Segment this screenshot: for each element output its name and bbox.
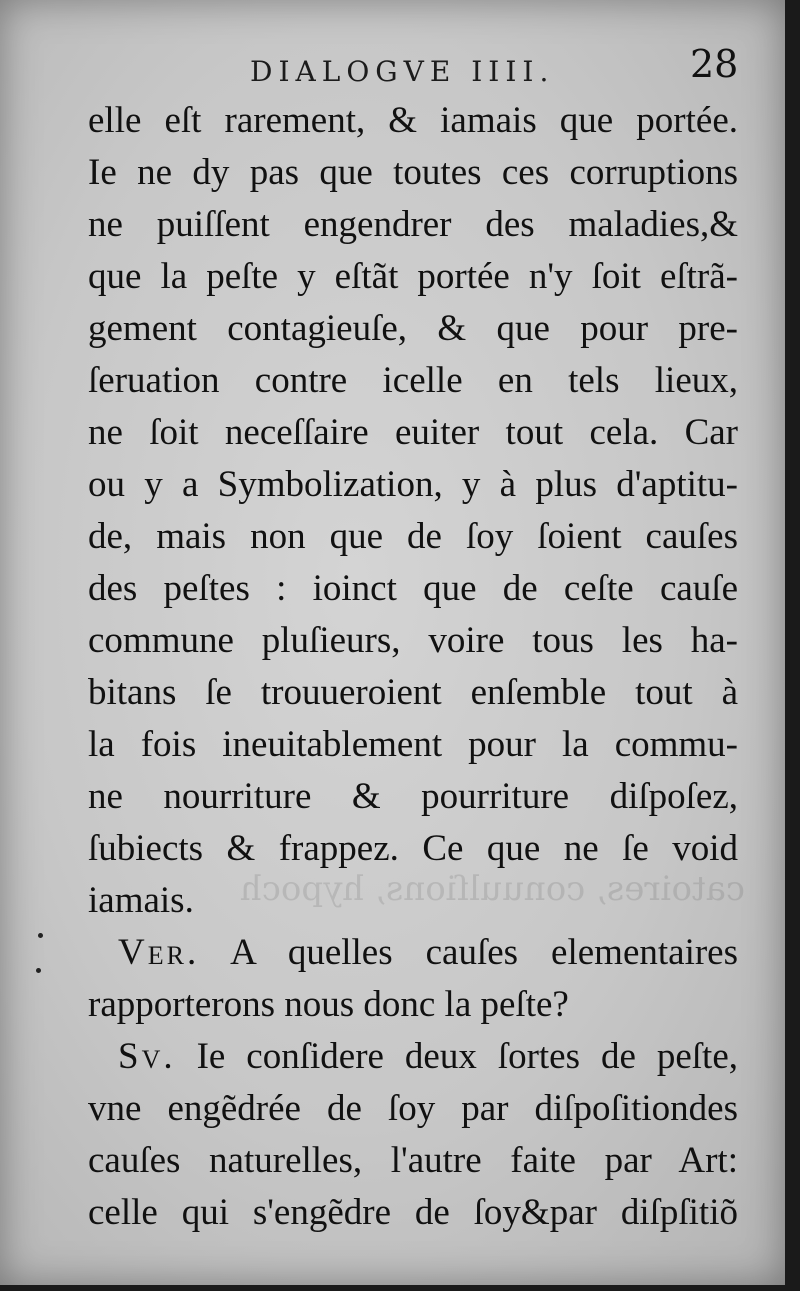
speaker-label: Sv. — [118, 1036, 176, 1077]
line-text: ſubiects & frappez. Ce que ne ſe void — [88, 828, 738, 869]
text-line — [88, 771, 738, 823]
line-text: vne engẽdrée de ſoy par diſpoſitiondes — [88, 1088, 738, 1129]
text-line — [88, 303, 738, 355]
line-text: des peſtes : ioinct que de ceſte cauſe — [88, 568, 738, 609]
line-text: ne puiſſent engendrer des maladies,& — [88, 204, 738, 245]
text-line — [88, 511, 738, 563]
line-text: Ie conſidere deux ſortes de peſte, — [175, 1036, 738, 1077]
text-line — [88, 459, 738, 511]
page-number: 28 — [690, 42, 739, 86]
text-line — [88, 823, 738, 875]
line-text: de, mais non que de ſoy ſoient cauſes — [88, 516, 738, 557]
speaker-label: Ver. — [118, 932, 200, 973]
line-text: A quelles cauſes elementaires — [199, 932, 738, 973]
text-line — [88, 667, 738, 719]
bleed-through-text: catoires, conuulſions, hypoch — [239, 869, 745, 909]
line-text: iamais. — [88, 880, 194, 921]
text-line — [88, 979, 738, 1031]
line-text: que la peſte y eſtãt portée n'y ſoit eſtrã- — [88, 256, 738, 297]
text-line — [88, 147, 738, 199]
line-text: Ie ne dy pas que toutes ces corruptions — [88, 152, 738, 193]
text-line — [88, 95, 738, 147]
body-text — [88, 95, 738, 1239]
line-text: gement contagieuſe, & que pour pre- — [88, 308, 738, 349]
margin-dot — [38, 933, 43, 938]
text-line — [88, 199, 738, 251]
running-head: DIALOGVE IIII. — [250, 55, 555, 88]
line-text: ou y a Symbolization, y à plus d'aptitu- — [88, 464, 738, 505]
line-text: la fois ineuitablement pour la commu- — [88, 724, 738, 765]
text-line — [88, 927, 738, 979]
text-line — [88, 407, 738, 459]
text-line — [88, 719, 738, 771]
text-line — [88, 1031, 738, 1083]
margin-dot — [36, 968, 41, 973]
text-line — [88, 875, 738, 927]
text-line — [88, 563, 738, 615]
line-text: celle qui s'engẽdre de ſoy&par diſpſitiõ — [88, 1192, 738, 1233]
line-text: ne nourriture & pourriture diſpoſez, — [88, 776, 738, 817]
line-text: commune pluſieurs, voire tous les ha- — [88, 620, 738, 661]
text-line — [88, 251, 738, 303]
line-text: elle eſt rarement, & iamais que portée. — [88, 100, 738, 141]
line-text: rapporterons nous donc la peſte? — [88, 984, 569, 1025]
line-text: bitans ſe trouueroient enſemble tout à — [88, 672, 738, 713]
text-line — [88, 1187, 738, 1239]
line-text: cauſes naturelles, l'autre faite par Art: — [88, 1140, 738, 1181]
text-line — [88, 615, 738, 667]
line-text: ne ſoit neceſſaire euiter tout cela. Car — [88, 412, 738, 453]
text-line — [88, 1135, 738, 1187]
line-text: ſeruation contre icelle en tels lieux, — [88, 360, 738, 401]
text-line — [88, 355, 738, 407]
text-line — [88, 1083, 738, 1135]
